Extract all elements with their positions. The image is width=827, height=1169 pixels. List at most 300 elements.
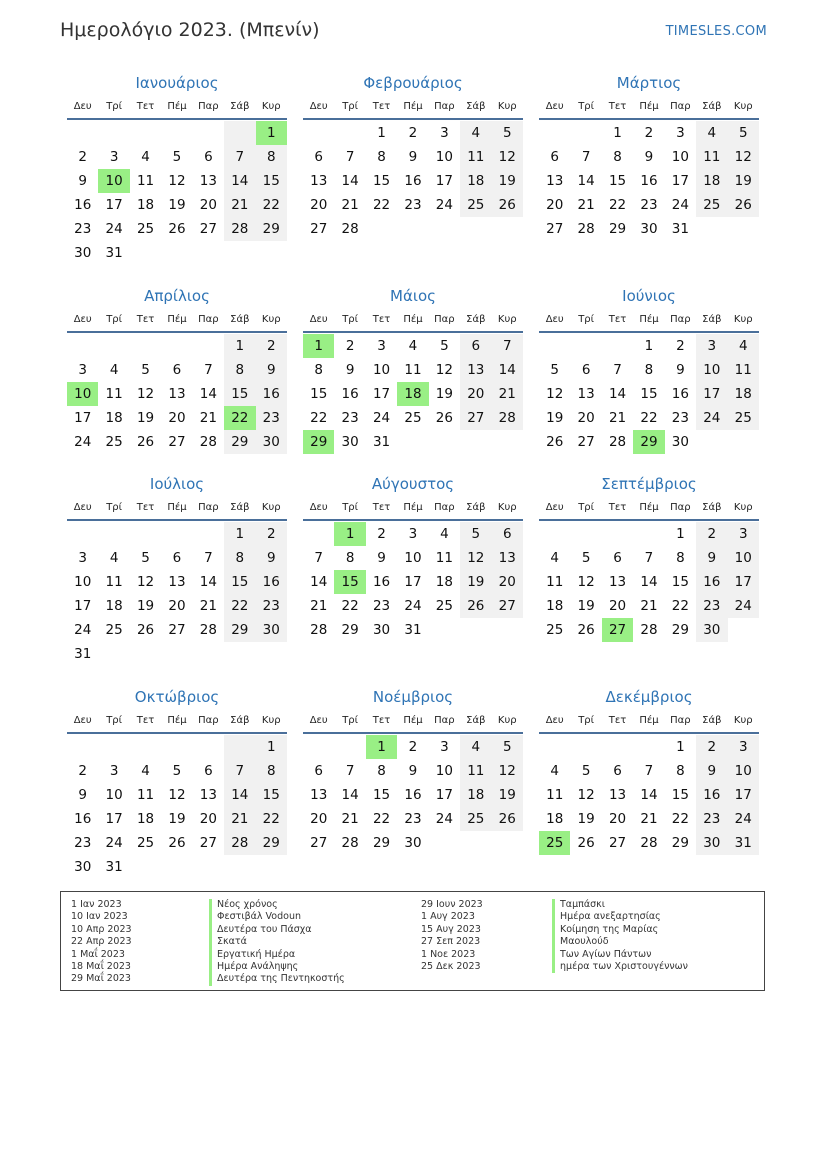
- empty-cell: [161, 334, 192, 358]
- day-cell: 9: [696, 759, 727, 783]
- day-cell: 14: [341, 173, 359, 189]
- legend-holiday-name: Φεστιβάλ Vodoun: [209, 911, 345, 923]
- month-block: [539, 471, 759, 656]
- weekday-header: [539, 309, 759, 333]
- weekday-label: Τρί: [342, 101, 359, 112]
- day-cell: 7: [644, 763, 654, 779]
- empty-cell: [130, 121, 161, 145]
- day-cell: 16: [372, 574, 391, 590]
- weekday-label: Κυρ: [733, 715, 753, 726]
- legend-holiday-name: Των Αγίων Πάντων: [552, 949, 688, 961]
- day-cell: 26: [168, 835, 186, 851]
- day-cell: 29: [608, 221, 627, 237]
- day-cell: 17: [728, 783, 759, 807]
- weekday-label: Πέμ: [167, 314, 187, 325]
- empty-cell: [98, 334, 129, 358]
- day-cell: 5: [581, 550, 591, 566]
- empty-cell: [539, 334, 570, 358]
- weekday-label: Πέμ: [167, 101, 187, 112]
- day-cell: 12: [728, 145, 759, 169]
- day-cell: 16: [74, 811, 92, 827]
- day-cell: 11: [460, 145, 491, 169]
- weekday-label: Τετ: [136, 715, 155, 726]
- day-cell: 30: [256, 618, 287, 642]
- day-cell: 24: [74, 622, 92, 638]
- day-cell: 23: [404, 197, 422, 213]
- weekday-header: [303, 497, 523, 521]
- legend-holiday-name: Κοίμηση της Μαρίας: [552, 924, 688, 936]
- day-cell: 14: [640, 574, 658, 590]
- day-cell: 4: [141, 763, 150, 779]
- weekday-label: Παρ: [198, 314, 219, 325]
- day-cell: 3: [440, 739, 449, 755]
- weekday-label: Σάβ: [702, 101, 722, 112]
- day-cell: 20: [168, 598, 186, 614]
- weekday-label: Τετ: [608, 502, 627, 513]
- weekday-label: Κυρ: [497, 502, 517, 513]
- day-cell: 18: [105, 598, 123, 614]
- month-name: Ιούνιος: [622, 287, 676, 305]
- day-cell: 8: [345, 550, 355, 566]
- day-cell: 3: [377, 338, 386, 354]
- legend-holiday-name: Δευτέρα της Πεντηκοστής: [209, 973, 345, 985]
- day-cell: 9: [644, 149, 654, 165]
- day-cell: 25: [728, 406, 759, 430]
- day-cell: 7: [224, 145, 255, 169]
- empty-cell: [334, 735, 365, 759]
- day-cell: 28: [224, 217, 255, 241]
- legend-date: 29 Ιουν 2023: [421, 899, 483, 910]
- day-cell: 20: [546, 197, 564, 213]
- day-cell: 13: [310, 787, 328, 803]
- day-cell: 25: [105, 622, 123, 638]
- day-cell: 12: [546, 386, 564, 402]
- day-cell: 13: [168, 386, 186, 402]
- day-cell: 22: [256, 193, 287, 217]
- empty-cell: [334, 121, 365, 145]
- day-cell: 13: [460, 358, 491, 382]
- weekday-label: Δευ: [309, 314, 328, 325]
- legend-date: 22 Απρ 2023: [71, 936, 132, 948]
- day-cell: 2: [256, 522, 287, 546]
- weekday-label: Τετ: [372, 715, 391, 726]
- day-cell: 5: [172, 763, 182, 779]
- day-cell: 18: [136, 811, 155, 827]
- day-cell: 21: [341, 197, 359, 213]
- day-cell: 13: [199, 787, 217, 803]
- day-cell: 14: [224, 169, 255, 193]
- day-cell: 29: [671, 835, 689, 851]
- day-cell: 30: [372, 622, 391, 638]
- weekday-label: Σάβ: [230, 101, 250, 112]
- day-cell: 23: [341, 410, 359, 426]
- day-cell: 18: [460, 783, 491, 807]
- day-cell: 19: [435, 386, 453, 402]
- day-cell: 17: [74, 410, 92, 426]
- day-cell: 16: [404, 787, 422, 803]
- day-cell: 27: [310, 835, 328, 851]
- day-cell: 11: [460, 759, 491, 783]
- day-cell: 12: [577, 574, 595, 590]
- weekday-label: Πέμ: [639, 314, 659, 325]
- month-block: [539, 70, 759, 255]
- day-cell: 15: [224, 570, 255, 594]
- month-name: Δεκέμβριος: [605, 688, 693, 706]
- day-cell: 23: [256, 406, 287, 430]
- day-cell: 2: [345, 338, 355, 354]
- day-cell: 10: [671, 149, 689, 165]
- month-block: [303, 70, 523, 255]
- legend-dates-right: [421, 899, 483, 973]
- day-cell: 2: [256, 334, 287, 358]
- day-cell: 9: [696, 546, 727, 570]
- holiday-day-cell: 27: [602, 618, 633, 642]
- day-cell: 24: [105, 221, 123, 237]
- weekday-label: Τρί: [106, 715, 123, 726]
- month-block: [539, 283, 759, 468]
- holiday-day-cell: 1: [256, 121, 287, 145]
- weekday-label: Δευ: [545, 101, 564, 112]
- weekday-label: Τετ: [372, 101, 391, 112]
- day-cell: 20: [310, 811, 328, 827]
- day-cell: 17: [435, 787, 453, 803]
- weekday-label: Πέμ: [639, 101, 659, 112]
- day-cell: 15: [372, 173, 391, 189]
- day-cell: 29: [256, 217, 287, 241]
- day-cell: 14: [224, 783, 255, 807]
- day-cell: 21: [492, 382, 523, 406]
- weekday-label: Παρ: [434, 314, 455, 325]
- day-cell: 31: [105, 859, 123, 875]
- empty-cell: [130, 522, 161, 546]
- day-cell: 29: [224, 430, 255, 454]
- day-cell: 23: [74, 221, 92, 237]
- month-name: Μάρτιος: [616, 74, 682, 92]
- legend-holiday-name: Εργατική Ημέρα: [209, 949, 345, 961]
- day-cell: 11: [136, 173, 155, 189]
- weekday-label: Παρ: [434, 502, 455, 513]
- empty-cell: [193, 522, 224, 546]
- day-cell: 31: [404, 622, 422, 638]
- day-cell: 5: [492, 735, 523, 759]
- day-cell: 24: [435, 197, 453, 213]
- day-cell: 20: [492, 570, 523, 594]
- day-cell: 17: [105, 197, 123, 213]
- day-cell: 23: [640, 197, 658, 213]
- day-cell: 7: [204, 362, 213, 378]
- day-cell: 26: [577, 622, 595, 638]
- page-title: Ημερολόγιο 2023. (Μπενίν): [60, 19, 320, 41]
- day-cell: 4: [550, 763, 559, 779]
- weekday-label: Παρ: [434, 101, 455, 112]
- day-cell: 9: [408, 763, 418, 779]
- day-cell: 10: [728, 546, 759, 570]
- day-cell: 13: [608, 574, 627, 590]
- month-block: [303, 471, 523, 656]
- empty-cell: [539, 522, 570, 546]
- weekday-label: Τετ: [608, 314, 627, 325]
- month-block: [539, 684, 759, 869]
- day-cell: 21: [224, 807, 255, 831]
- day-cell: 31: [728, 831, 759, 855]
- weekday-header: [67, 309, 287, 333]
- day-cell: 8: [676, 550, 685, 566]
- empty-cell: [67, 522, 98, 546]
- day-cell: 13: [492, 546, 523, 570]
- day-cell: 7: [613, 362, 622, 378]
- empty-cell: [570, 121, 601, 145]
- day-cell: 13: [546, 173, 564, 189]
- weekday-label: Πέμ: [639, 502, 659, 513]
- legend-names-right: [552, 899, 688, 973]
- day-cell: 27: [310, 221, 328, 237]
- weekday-label: Πέμ: [403, 314, 423, 325]
- weekday-label: Κυρ: [497, 715, 517, 726]
- day-cell: 13: [577, 386, 595, 402]
- holiday-day-cell: 29: [633, 430, 664, 454]
- weekday-label: Τετ: [372, 314, 391, 325]
- day-cell: 28: [492, 406, 523, 430]
- day-cell: 4: [109, 362, 119, 378]
- weekday-label: Σάβ: [702, 502, 722, 513]
- legend-date: 29 Μαΐ 2023: [71, 973, 131, 985]
- days-grid: [303, 521, 523, 642]
- weekday-label: Σάβ: [230, 314, 250, 325]
- empty-cell: [602, 735, 633, 759]
- month-name: Μάιος: [390, 287, 436, 305]
- day-cell: 9: [408, 149, 418, 165]
- weekday-label: Πέμ: [403, 101, 423, 112]
- day-cell: 12: [492, 145, 523, 169]
- day-cell: 1: [676, 739, 685, 755]
- weekday-label: Τρί: [106, 314, 123, 325]
- empty-cell: [98, 735, 129, 759]
- day-cell: 1: [224, 522, 255, 546]
- empty-cell: [193, 735, 224, 759]
- weekday-label: Δευ: [545, 502, 564, 513]
- day-cell: 30: [696, 831, 727, 855]
- day-cell: 2: [644, 125, 654, 141]
- day-cell: 24: [105, 835, 123, 851]
- day-cell: 6: [172, 362, 182, 378]
- site-brand-link[interactable]: TIMESLES.COM: [665, 24, 767, 39]
- day-cell: 3: [109, 763, 119, 779]
- day-cell: 10: [372, 362, 391, 378]
- weekday-label: Παρ: [198, 101, 219, 112]
- day-cell: 10: [696, 358, 727, 382]
- day-cell: 4: [141, 149, 150, 165]
- holiday-day-cell: 15: [334, 570, 365, 594]
- day-cell: 6: [204, 149, 213, 165]
- day-cell: 6: [314, 763, 323, 779]
- weekday-label: Πέμ: [167, 502, 187, 513]
- empty-cell: [633, 522, 664, 546]
- day-cell: 23: [696, 594, 727, 618]
- legend-holiday-name: Δευτέρα του Πάσχα: [209, 924, 345, 936]
- holiday-day-cell: 1: [366, 735, 397, 759]
- day-cell: 8: [613, 149, 622, 165]
- day-cell: 26: [546, 434, 564, 450]
- day-cell: 12: [577, 787, 595, 803]
- weekday-label: Πέμ: [639, 715, 659, 726]
- day-cell: 21: [199, 410, 217, 426]
- day-cell: 28: [224, 831, 255, 855]
- day-cell: 19: [492, 783, 523, 807]
- empty-cell: [602, 522, 633, 546]
- day-cell: 15: [608, 173, 627, 189]
- weekday-header: [303, 309, 523, 333]
- day-cell: 19: [168, 197, 186, 213]
- weekday-label: Σάβ: [230, 715, 250, 726]
- month-name: Νοέμβριος: [372, 688, 454, 706]
- day-cell: 29: [256, 831, 287, 855]
- day-cell: 25: [404, 410, 422, 426]
- day-cell: 31: [372, 434, 391, 450]
- day-cell: 9: [256, 358, 287, 382]
- days-grid: [67, 521, 287, 666]
- day-cell: 20: [310, 197, 328, 213]
- day-cell: 23: [372, 598, 391, 614]
- day-cell: 8: [256, 759, 287, 783]
- legend-holiday-name: Ημέρα ανεξαρτησίας: [552, 911, 688, 923]
- day-cell: 3: [109, 149, 119, 165]
- day-cell: 3: [78, 550, 87, 566]
- empty-cell: [224, 121, 255, 145]
- weekday-label: Τρί: [578, 502, 595, 513]
- day-cell: 14: [341, 787, 359, 803]
- holiday-day-cell: 10: [67, 382, 98, 406]
- weekday-label: Τρί: [578, 715, 595, 726]
- weekday-label: Κυρ: [497, 101, 517, 112]
- weekday-header: [539, 96, 759, 120]
- day-cell: 3: [728, 735, 759, 759]
- day-cell: 21: [608, 410, 627, 426]
- legend-date: 1 Αυγ 2023: [421, 911, 475, 923]
- weekday-header: [67, 710, 287, 734]
- day-cell: 19: [136, 410, 155, 426]
- day-cell: 4: [408, 338, 418, 354]
- weekday-label: Πέμ: [403, 715, 423, 726]
- empty-cell: [67, 121, 98, 145]
- day-cell: 28: [310, 622, 328, 638]
- day-cell: 18: [696, 169, 727, 193]
- day-cell: 30: [256, 430, 287, 454]
- month-name: Ιανουάριος: [135, 74, 219, 92]
- day-cell: 9: [676, 362, 685, 378]
- day-cell: 1: [256, 735, 287, 759]
- legend-date: 1 Νοε 2023: [421, 948, 476, 960]
- day-cell: 26: [168, 221, 186, 237]
- weekday-label: Σάβ: [466, 101, 486, 112]
- weekday-header: [303, 710, 523, 734]
- legend-holiday-name: Ημέρα Ανάληψης: [209, 961, 345, 973]
- day-cell: 8: [676, 763, 685, 779]
- day-cell: 10: [105, 787, 123, 803]
- weekday-label: Σάβ: [466, 715, 486, 726]
- day-cell: 11: [105, 574, 123, 590]
- day-cell: 17: [435, 173, 453, 189]
- empty-cell: [161, 121, 192, 145]
- day-cell: 5: [581, 763, 591, 779]
- empty-cell: [570, 735, 601, 759]
- day-cell: 31: [671, 221, 689, 237]
- day-cell: 26: [492, 807, 523, 831]
- day-cell: 1: [613, 125, 622, 141]
- day-cell: 17: [728, 570, 759, 594]
- day-cell: 20: [168, 410, 186, 426]
- legend-holiday-name: Μαουλούδ: [552, 936, 688, 948]
- day-cell: 26: [136, 434, 155, 450]
- day-cell: 16: [696, 570, 727, 594]
- day-cell: 29: [224, 618, 255, 642]
- day-cell: 19: [577, 811, 595, 827]
- empty-cell: [193, 334, 224, 358]
- day-cell: 8: [314, 362, 323, 378]
- empty-cell: [570, 334, 601, 358]
- legend-date: 1 Ιαν 2023: [71, 899, 122, 910]
- month-block: [67, 283, 287, 468]
- day-cell: 19: [546, 410, 564, 426]
- day-cell: 24: [696, 406, 727, 430]
- weekday-label: Κυρ: [733, 314, 753, 325]
- day-cell: 9: [377, 550, 386, 566]
- day-cell: 13: [608, 787, 627, 803]
- days-grid: [67, 333, 287, 454]
- day-cell: 11: [728, 358, 759, 382]
- weekday-label: Παρ: [198, 502, 219, 513]
- days-grid: [303, 333, 523, 454]
- weekday-label: Παρ: [670, 502, 691, 513]
- weekday-label: Δευ: [545, 314, 564, 325]
- day-cell: 10: [435, 763, 453, 779]
- day-cell: 16: [256, 382, 287, 406]
- weekday-label: Δευ: [73, 502, 92, 513]
- day-cell: 23: [671, 410, 689, 426]
- day-cell: 22: [608, 197, 627, 213]
- day-cell: 21: [640, 598, 658, 614]
- day-cell: 7: [345, 149, 355, 165]
- day-cell: 26: [136, 622, 155, 638]
- weekday-label: Τετ: [136, 314, 155, 325]
- day-cell: 24: [671, 197, 689, 213]
- day-cell: 15: [372, 787, 391, 803]
- day-cell: 31: [74, 646, 92, 662]
- day-cell: 6: [613, 763, 622, 779]
- day-cell: 21: [310, 598, 328, 614]
- day-cell: 2: [676, 338, 685, 354]
- day-cell: 3: [728, 522, 759, 546]
- day-cell: 9: [345, 362, 355, 378]
- day-cell: 25: [136, 835, 155, 851]
- weekday-label: Πέμ: [167, 715, 187, 726]
- day-cell: 30: [404, 835, 422, 851]
- day-cell: 27: [168, 622, 186, 638]
- day-cell: 30: [671, 434, 689, 450]
- day-cell: 28: [640, 622, 658, 638]
- day-cell: 16: [256, 570, 287, 594]
- day-cell: 15: [640, 386, 658, 402]
- weekday-label: Τετ: [136, 502, 155, 513]
- day-cell: 27: [492, 594, 523, 618]
- weekday-label: Τρί: [342, 715, 359, 726]
- day-cell: 7: [204, 550, 213, 566]
- day-cell: 14: [199, 386, 217, 402]
- holiday-day-cell: 10: [98, 169, 129, 193]
- day-cell: 8: [377, 763, 386, 779]
- month-block: [67, 471, 287, 662]
- holiday-legend: [60, 891, 765, 991]
- day-cell: 8: [224, 358, 255, 382]
